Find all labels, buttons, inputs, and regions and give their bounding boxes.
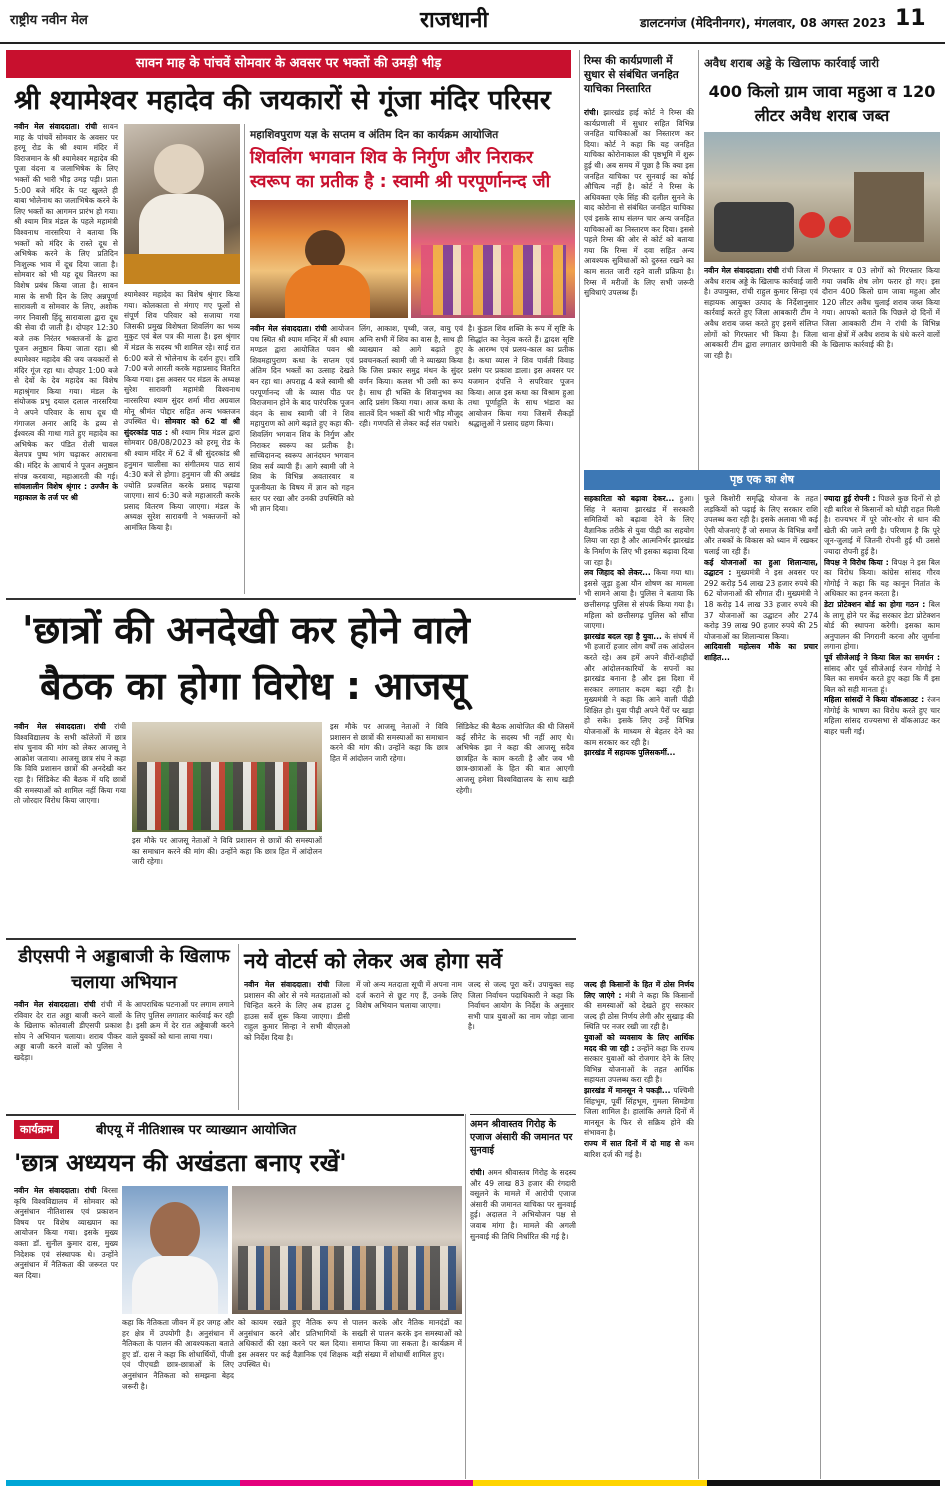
shesh-subhead: महिला सांसदों ने किया वॉकआउट : [824, 695, 925, 705]
story5-dateline: नवीन मेल संवाददाता। रांची [14, 722, 106, 731]
story7-col1 [244, 980, 350, 1110]
shesh-col3 [824, 494, 940, 1479]
story2-col2: लिंग, आकाश, पृथ्वी, जल, वायु एवं अग्नि सभी में शिव का वास है, साथ ही व्याख्यान को आगे बढ़ाते हुए प्रवचनकर्ता स्वामी जी ने व्याख्या किया कि जिस प्रकार समुद्र मंथन के सुंदर वर्णन किया। कलश भी उसी का रूप है। साथ ही भक्ति के शिवानुभव का आदि प्रसंग किया गया। आज कथा के सातवें दिन भक्तों की भारी भीड़ मौजूद रही। गणपति से लेकर कई संत पधारे। [359, 324, 463, 429]
shesh-title: पृष्ठ एक का शेष [584, 470, 940, 490]
shesh-subhead: राज्य में सात दिनों में दो माह से [584, 1138, 680, 1148]
column-divider [698, 494, 699, 1479]
story1-col2-text: श्यामेश्वर महादेव का विशेष श्रृंगार किया गया। कोलकाता से मंगाए गए फूलों से संपूर्ण शिव परिवार को सजाया गया जिसकी प्रमुख विशेषता शिवलिंग का भव्य मुकुट एवं बेल पत्र की माला है। इस श्रृंगार में मंडल के सदस्य भी शामिल रहे। साई रात 6:00 बजे से भोलेनाथ के दर्शन हुए। रात्रि 7:00 बजे आरती करके महाप्रसाद वितरित किया गया। इस अवसर पर मंडल के अध्यक्ष सुरेश सारावगी महामंत्री विश्वनाथ नारसरिया श्याम सुंदर शर्मा मीरा अग्रवाल मोनू श्रीमंत पोद्दार सहित अन्य भक्तजन उपस्थित थे। [124, 290, 240, 427]
photo-swami-head [305, 230, 345, 270]
shesh-subhead: झारखंड में मानसून ने पकड़ी... [584, 1085, 671, 1095]
story3-body-text: झारखंड हाई कोर्ट ने रिम्स की कार्यप्रणाली में सुधार सहित विभिन्न जनहित याचिकाओं का निस्तारण कर दिया। कोर्ट ने कहा कि यह जनहित याचिका कोरोनाकाल की पृष्ठभूमि में शुरू हुई थी। अब समय में पूछा है कि क्या इस जनहित याचिका पर सुनवाई का कोई औचित्य नहीं है। कोर्ट ने रिम्स के अधिवक्ता एके सिंह की दलील सुनने के बाद कोरोना से संबंधित जनहित याचिका एवं इसके साथ संलग्न चार अन्य जनहित याचिकाओं का निस्तारण कर दिया। इससे पहले रिम्स की ओर से कोर्ट को बताया गया कि रिम्स में दवा सहित अन्य आवश्यक सुविधाओं को दुरुस्त रखने का काम सतत जारी रहने वाली प्रक्रिया है। रिम्स में मरीजों के लिए सभी जरूरी सुविधाएं उपलब्ध हैं। [584, 108, 694, 298]
story9-dateline: नवीन मेल संवाददाता। रांची [14, 1186, 97, 1195]
story9-col3: को कायम रखते हुए नैतिक रूप से अनुसंधान करने और प्रतिभागियों के अधिकारों की रक्षा करने पर बल दिया। इस अवसर पर कई वैज्ञानिक एवं शिक्षक उपस्थित थे। [238, 1318, 348, 1370]
story4-kicker: अवैध शराब अड्डे के खिलाफ कार्रवाई जारी [704, 56, 879, 70]
section-rule [6, 598, 576, 600]
page-number: 11 [895, 6, 926, 31]
story5-col1 [14, 722, 126, 932]
shesh-col3d-text: सांसद और पूर्व सीजेआई रंजन गोगोई ने बिल का समर्थन करते हुए कहा कि मैं इस बिल को सही मानता हूं। [824, 663, 940, 694]
story9-col1 [14, 1186, 118, 1466]
shesh-text: मंत्री ने कहा कि किसानों की समस्याओं को देखते हुए सरकार जल्द ही ठोस निर्णय लेगी और सुखाड़ की स्थिति पर नजर रखी जा रही है। [584, 990, 694, 1032]
photo-seated-audience [238, 1246, 456, 1310]
story8-dateline: रांची। [470, 1168, 485, 1177]
shesh-text: पश्चिमी सिंहभूम, पूर्वी सिंहभूम, गुमला सिमडेगा जिला शामिल है। हालांकि अगले दिनों में मानसून के फिर से सक्रिय होने की संभावना है। [584, 1085, 694, 1138]
story2-photo-devotees [411, 200, 575, 318]
story5-col2: इस मौके पर आजसू नेताओं ने विवि प्रशासन से छात्रों की समस्याओं का समाधान करने की मांग की। उन्होंने कहा कि छात्र हित में आंदोलन जारी रहेगा। [132, 836, 322, 867]
top-banner: सावन माह के पांचवें सोमवार के अवसर पर भक्तों की उमड़ी भीड़ [6, 50, 571, 78]
shesh-col1b-text: किया गया था। इससे जुड़ा हुआ यौन शोषण का मामला भी सामने आया है। पुलिस ने बताया कि छत्तीसगढ़ पुलिस से संपर्क किया गया है। महिला को छत्तीसगढ़ पुलिस को सौंपा जाएगा। [584, 568, 694, 631]
story3-body [584, 108, 694, 468]
registration-swatch [707, 1480, 941, 1486]
section-rule [470, 1114, 576, 1115]
story1-col1-end: सांवलालीन विशेष श्रृंगार : उज्जैन के महाकाल के तर्ज पर श्री [14, 482, 118, 502]
newspaper-logo: राष्ट्रीय नवीन मेल [10, 13, 88, 28]
story2-kicker: महाशिवपुराण यज्ञ के सप्तम व अंतिम दिन का कार्यक्रम आयोजित [250, 129, 499, 141]
story6-col1-text: रांची में रविवार देर रात अड्डा बाजी करने वालों के खिलाफ कोतवाली डीएसपी प्रकाश सोय ने अभियान चलाया। शराब पीकर अड्डा बाजी करने वालों को पुलिस ने खदेड़ा। [14, 1000, 122, 1062]
story5-photo-protest [132, 722, 322, 832]
column-divider [579, 50, 580, 595]
story2-col3: है। कुंडल शिव शक्ति के रूप में सृष्टि के सिद्धांत का नेतृत्व करते हैं। द्वादश सृष्टि के आरम्भ एवं प्रलय-काल का प्रतीक है। कथा व्यास ने शिव पार्वती विवाह प्रसंग पर प्रकाश डाला। इस अवसर पर यजमान दंपत्ति ने सपरिवार पूजन किया। आज इस कथा का विश्राम हुआ तथा पूर्णाहुति के साथ भंडारा का आयोजन किया गया जिसमें सैकड़ों श्रद्धालुओं ने प्रसाद ग्रहण किया। [468, 324, 574, 429]
story4-col1-text: रांची जिला में अवैध शराब अड्डे के खिलाफ कार्रवाई जारी है। उपायुक्त, रांची राहुल कुमार सिन्हा एवं सहायक आयुक्त उत्पाद के निर्देशानुसार कार्रवाई करते हुए जिला आबकारी टीम ने अवैध शराब जब्त करते हुए इसमें संलिप्त लोगों को गिरफ्तार भी किया है। जिला आबकारी टीम द्वारा लगातार छापेमारी की जा रही है। [704, 266, 818, 360]
shesh-col1c-text: के संघर्ष में भी हजारों हजार लोग वर्षों तक आंदोलन करते रहे। अब हमें अपने वीरों-शहीदों और आंदोलनकारियों के सपनों का झारखंड बनाना है और इस दिशा में सरकार लगातार कदम बढ़ा रही है। मुख्यमंत्री ने कहा कि आने वाली पीढ़ी शिक्षित हो। युवा पीढ़ी अपने पैरों पर खड़ा हो सके। इसके लिए उन्हें विभिन्न योजनाओं के माध्यम से बेहतर देने का काम सरकार कर रही है। [584, 631, 694, 747]
registration-swatch [473, 1480, 707, 1486]
shesh-col3-text: पिछले कुछ दिनों से हो रही बारिश से किसानों को थोड़ी राहत मिली है। राज्यभर में पूरे जोर-शोर से धान की खेती की जाने लगी है। परिणाम है कि पूरे जून-जुलाई में जितनी रोपनी हुई थी उससे ज्यादा रोपनी हुई है। [824, 494, 940, 556]
story9-kicker: बीएयू में नीतिशास्त्र पर व्याख्यान आयोजित [96, 1123, 297, 1138]
story4-col2: गिरफ्तार व 03 लोगों को गिरफ्तार किया गया जबकि शेष लोग फरार हो गए। इस दौरान 400 किलो ग्राम जावा महुआ और 120 लीटर अवैध चुलाई शराब जब्त किया गया। आपको बताते कि पिछले दो दिनों में जिला आबकारी टीम ने रांची के विभिन्न थाना क्षेत्रों में अवैध शराब के धंधे करने वालों के खिलाफ कार्रवाई की है। [822, 266, 940, 350]
story3-dateline: रांची। [584, 108, 599, 117]
shesh-col2b-text: मुख्यमंत्री ने इस अवसर पर 292 करोड़ 54 लाख 23 हजार रुपये की 62 योजनाओं की सौगात दी। मुख्यमंत्री ने 18 करोड़ 14 लाख 33 हजार रुपये की 37 योजनाओं का उद्घाटन और 274 करोड़ 39 लाख 90 हजार रुपये की 25 योजनाओं का शिलान्यास किया। [704, 568, 818, 641]
photo-crowd [421, 245, 566, 315]
shesh-subhead: डेटा प्रोटेक्शन बोर्ड का होगा गठन : [824, 599, 926, 609]
shesh-col3e-text: रंजन गोगोई के भाषण का विरोध करते हुए चार महिला सांसद राज्यसभा से वॉकआउट कर बाहर चली गईं। [824, 695, 940, 737]
story1-dateline: नवीन मेल संवाददाता। रांची [14, 122, 98, 131]
story2-photo-swami [250, 200, 408, 318]
shesh-subhead: झारखंड बदल रहा है युवा... [584, 631, 662, 641]
story9-headline: 'छात्र अध्ययन की अखंडता बनाए रखें' [14, 1149, 347, 1177]
shesh-text: कम बारिश दर्ज की गई है। [584, 1138, 694, 1159]
story4-dateline: नवीन मेल संवाददाता। रांची [704, 266, 779, 275]
shesh-subhead: पूर्व सीजेआई ने किया बिल का समर्थन : [824, 652, 940, 662]
registration-swatch [6, 1480, 240, 1486]
shesh-subhead: लव जिहाद को लेकर... [584, 568, 651, 578]
story8-headline: अमन श्रीवास्तव गिरोह के एजाज अंसारी की जमानत पर सुनवाई [470, 1119, 573, 1156]
photo-speaker-shirt [132, 1256, 218, 1314]
section-rule [6, 938, 576, 940]
print-registration-strip [6, 1480, 940, 1486]
story8-body-text: अमन श्रीवास्तव गिरोह के सदस्य और 49 लाख 83 हजार की रंगदारी वसूलने के मामले में आरोपी एजाज अंसारी की जमानत याचिका पर सुनवाई हुई। अदालत ने अभियोजन पक्ष से जवाब मांगा है। मामले की अगली सुनवाई की तिथि निर्धारित की गई है। [470, 1168, 576, 1241]
photo-speaker-face [150, 1202, 200, 1260]
column-divider [465, 1114, 466, 1479]
shesh-subhead: आदिवासी महोत्सव मौके का प्रचार शाहित... [704, 642, 818, 662]
story2-dateline: नवीन मेल संवाददाता। रांची [250, 324, 327, 333]
story4-col1 [704, 266, 818, 466]
story2-col1 [250, 324, 354, 594]
section-rule [6, 1114, 464, 1116]
photo-drum [829, 216, 851, 238]
story5-col2b: इस मौके पर आजसू नेताओं ने विवि प्रशासन से छात्रों की समस्याओं का समाधान करने की मांग की। उन्होंने कहा कि छात्र हित में आंदोलन जारी रहेगा। [330, 722, 448, 763]
photo-swami-robe [285, 265, 370, 318]
shesh-text: उन्होंने कहा कि राज्य सरकार युवाओं को रोजगार देने के लिए विभिन्न योजनाओं के तहत आर्थिक सहायता उपलब्ध करा रही है। [584, 1043, 694, 1085]
story9-tag: कार्यक्रम [14, 1120, 59, 1139]
photo-officers [854, 172, 924, 242]
story7-col1-text: जिला प्रशासन की ओर से नये मतदाताओं को चिन्हित करने के लिए अब हाउस टू हाउस सर्वे शुरू किया जाएगा। डीसी राहुल कुमार सिन्हा ने सभी बीएलओ को निर्देश दिया है। [244, 980, 350, 1042]
story9-col4: पालन करके और नैतिक मानदंडों का सख्ती से पालन करके इन समस्याओं को समाप्त किया जा सकता है। कार्यक्रम में बड़ी संख्या में शोधार्थी शामिल हुए। [352, 1318, 462, 1359]
story5-headline-line2: बैठक का होगा विरोध : आजसू [40, 664, 468, 708]
story6-dateline: नवीन मेल संवाददाता। रांची [14, 1000, 96, 1009]
column-divider [244, 124, 245, 594]
shesh-subhead: विपक्ष ने विरोध किया : [824, 557, 889, 567]
shesh-subhead: झारखंड में सहायक पुलिसकर्मी... [584, 748, 676, 758]
masthead [0, 0, 945, 44]
story1-col2-subhead: सोमवार को 62 वां श्री सुंदरकांड पाठ : [124, 417, 240, 437]
story2-col1-text: आयोजन पथ स्थित श्री श्याम मन्दिर में श्री श्याम मण्डल द्वारा आयोजित पवन श्री शिवमहापुराण कथा के सप्तम एवं अंतिम दिन भक्तों का उत्साह देखते बन रहा था। अपराह्न 4 बजे स्वामी श्री परपूर्णानन्द जी के व्यास पीठ पर विराजमान होने के बाद पारंपरिक पूजन वंदन के साथ स्वामी जी ने शिव महापुराण को आगे बढ़ाते हुए कहा की- शिवलिंग भगवान शिव के निर्गुण और निराकर स्वरूप का प्रतीक है। सच्चिदानन्द स्वरूप आनंदघन भगवान शिव सर्व व्यापी हैं। आगे स्वामी जी ने शिव के विभिन्न अवतारवार व पूजनीयता के विषय में ज्ञान को गहन स्तर पर रखा और उनकी उपस्थिति को भी ज्ञान दिया। [250, 324, 354, 514]
shesh-col1-text: हुआ। सिंह ने बताया झारखंड में सरकारी समितियों को बढ़ावा देने के लिए वैज्ञानिक तरीके से युवा पीढ़ी का सहयोग लिया जा रहा है और आत्मनिर्भर झारखंड के निर्माण के लिए भी इसका बढ़ावा दिया जा रहा है। [584, 494, 694, 567]
photo-drum [799, 212, 825, 238]
story7-col2: में जो अन्य मतदाता सूची में अपना नाम दर्ज कराने से छूट गए हैं, उनके लिए विशेष अभियान चलाया जाएगा। [356, 980, 462, 1011]
photo-offering-plate [124, 254, 240, 284]
shesh-col1-bottom [584, 980, 694, 1480]
shesh-subhead: जल्द ही किसानों के हित में ठोस निर्णय लिए जाएंगे : [584, 980, 694, 1000]
story6-headline: डीएसपी ने अड्डाबाजी के खिलाफ चलाया अभियान [18, 946, 230, 993]
shesh-subhead: ज्यादा हुई रोपनी : [824, 494, 876, 503]
shesh-col2-text: फूले किशोरी समृद्धि योजना के तहत लड़कियों को पढ़ाई के लिए सरकार राशि उपलब्ध करा रही है। इसके अलावा भी कई ऐसी योजनाएं हैं जो समाज के विभिन्न वर्गों और तबकों के विकास को ध्यान में रखकर चलाई जा रही हैं। [704, 494, 818, 556]
story5-col3: सिंडिकेट की बैठक आयोजित की थी जिसमें कई सीनेट के सदस्य भी नहीं आए थे। अभिषेक झा ने कहा की आजसू सदैव छात्रहित के काम करती है और जब भी छात्र-छात्राओं के हित की बात आएगी आजसू हमेशा विश्वविद्यालय के साथ खड़ी रहेगी। [456, 722, 574, 795]
issue-date: डालटनगंज (मेदिनीनगर), मंगलवार, 08 अगस्त 2023 [640, 16, 887, 30]
story8-body [470, 1168, 576, 1478]
shesh-col1 [584, 494, 694, 974]
story3-headline: रिम्स की कार्यप्रणाली में सुधार से संबंधित जनहित याचिका निस्तारित [584, 55, 679, 95]
column-divider [698, 50, 699, 470]
story6-col1 [14, 1000, 122, 1110]
shesh-col3c-text: बिल के लागू होने पर केंद्र सरकार डेटा प्रोटेक्शन बोर्ड की स्थापना करेगी। इसका काम अनुपालन की निगरानी करना और जुर्माना लगाना होगा। [824, 599, 940, 652]
registration-swatch [240, 1480, 474, 1486]
story4-headline: 400 किलो ग्राम जावा महुआ व 120 लीटर अवैध शराब जब्त [708, 82, 936, 125]
shesh-subhead: कई योजनाओं का हुआ शिलान्यास, उद्घाटन : [704, 557, 818, 578]
photo-students [137, 762, 317, 830]
story2-headline: शिवलिंग भगवान शिव के निर्गुण और निराकर स्वरूप का प्रतीक है : स्वामी श्री परपूर्णानन्द जी [250, 148, 551, 192]
story9-col2: कहा कि नैतिकता जीवन में हर जगह और हर क्षेत्र में उपयोगी है। अनुसंधान में नैतिकता के पालन की आवश्यकता बताते हुए डॉ. दास ने कहा कि शोधार्थियों, पीजी एवं पीएचडी छात्र-छात्राओं के लिए अनुसंधान नैतिकता को समझना बेहद जरूरी है। [122, 1318, 234, 1391]
column-divider [238, 944, 239, 1110]
story6-col2: के आपराधिक घटनाओं पर लगाम लगाने के लिए पुलिस लगातार कार्रवाई कर रही है। इसी क्रम में देर रात अड्डेबाजी करने वाले युवकों को थाना लाया गया। [126, 1000, 234, 1041]
story4-photo-seizure [704, 132, 940, 262]
story1-col2 [124, 290, 240, 592]
story1-col1 [14, 122, 118, 592]
story9-col1-text: बिरसा कृषि विश्वविद्यालय में सोमवार को अनुसंधान नीतिशास्त्र एवं प्रकाशन विषय पर विशेष व्याख्यान का आयोजन किया गया। इसके मुख्य वक्ता डॉ. सुनील कुमार दास, मुख्य निदेशक एवं संस्थापक थे। उन्होंने अनुसंधान में नैतिकता की जरूरत पर बल दिया। [14, 1186, 118, 1280]
shesh-subhead: युवाओं को व्यवसाय के लिए आर्थिक मदद की जा रही : [584, 1032, 694, 1053]
story1-col1-text: सावन माह के पांचवें सोमवार के अवसर पर हरमू रोड के श्री श्याम मंदिर में विराजमान के श्री श्यामेश्वर महादेव की पूजा वंदना व जलाभिषेक के लिए भक्तों की भारी भीड़ उमड़ पड़ी। प्रातः 5:00 बजे मंदिर के पट खुलते ही बाबा भोलेनाथ का जलाभिषेक करने के लिए भक्तों का आगमन प्रारंभ हो गया। श्री श्याम मित्र मंडल के पहले महामंत्री विश्वनाथ नारसरिया ने बताया कि भक्तों को मंदिर के रास्ते दूध से अभिषेक करने के लिए प्रतिदिन निःशुल्क भाव में दूध दिया जाता है। सोमवार को भी यह दूध वितरण का विशेष प्रबंध किया जाता है। सावन मास के सभी दिन के लिए अन्नपूर्णा सारावली व सोमवार के लिए, अशोक नगर निवासी हिंदू सारावाला द्वारा दूध की सेवा दी जाती है। दोपहर 12:30 बजे तक निरंतर भक्तजनों के द्वारा पूजन अनुष्ठान किया जाता रहा। श्री श्यामेश्वर महादेव की जय जयकारों से मंदिर गूंज रहा था। दोपहर 1:00 बजे से देवों के देव महादेव का विशेष महाश्रृंगार किया गया। मंडल के संयोजक प्रभु दयाल दलाल नारसरिया ने अपने परिवार के साथ दूध घी गंगाजल अनार आदि के द्रव्य से ईश्वरत्व की गाथा गाते हुए महादेव का अभिषेक कर पंडित रोली चावल बेलपत्र पुष्प भांग चढ़ाकर आराधना की। मंदिर के आचार्य ने पूजन अनुष्ठान संपन्न करवाया, महाआरती की गई। [14, 122, 118, 481]
section-title: राजधानी [420, 8, 489, 33]
shesh-col2 [704, 494, 818, 1479]
story7-headline: नये वोटर्स को लेकर अब होगा सर्वे [244, 949, 502, 973]
story1-headline: श्री श्यामेश्वर महादेव की जयकारों से गूंजा मंदिर परिसर [14, 85, 551, 116]
story5-headline-line1: 'छात्रों की अनदेखी कर होने वाले [22, 608, 470, 652]
story1-col2b-text: श्री श्याम मित्र मंडल द्वारा सोमवार 08/08/2023 को हरमू रोड के श्री श्याम मंदिर में 62 वें श्री सुंदरकांड श्री हनुमान चालीसा का संगीतमय पाठ सायं 4:30 बजे से होगा। हनुमान जी की अखंड ज्योति प्रज्वलित करके प्रसाद चढ़ाया जाएगा। सायं 6:30 बजे महाआरती करके प्रसाद वितरण किया जाएगा। मंडल के अध्यक्ष सुरेश सारावगी ने भक्तजनों को आमंत्रित किया है। [124, 427, 240, 533]
story1-photo-priest [124, 124, 240, 284]
story7-col3: जल्द से जल्द पूरा करें। उपायुक्त सह जिला निर्वाचन पदाधिकारी ने कहा कि निर्वाचन आयोग के निर्देश के अनुसार सभी पात्र युवाओं का नाम जोड़ा जाना है। [468, 980, 574, 1032]
shesh-col3b-text: विपक्ष ने इस बिल का विरोध किया। कांग्रेस सांसद गौरव गोगोई ने कहा कि यह कानून नितांत के अधिकार का हनन करता है। [824, 557, 940, 599]
photo-figure-head [154, 144, 204, 194]
shesh-subhead: सहकारिता को बढ़ावा देकर... [584, 494, 675, 503]
story9-photo-audience [232, 1186, 462, 1314]
column-divider [820, 494, 821, 1479]
story7-dateline: नवीन मेल संवाददाता। रांची [244, 980, 330, 989]
story5-col1-text: रांची विश्वविद्यालय के सभी कॉलेजों में छात्र संघ चुनाव की मांग को लेकर आजसू ने आक्रोश जताया। आजसू छात्र संघ ने कहा कि विवि प्रशासन छात्रों की अनदेखी कर रहा है। सिंडिकेट की बैठक में यदि छात्रों की समस्याओं को शामिल नहीं किया गया तो जोरदार विरोध किया जाएगा। [14, 722, 126, 806]
story9-photo-speaker [122, 1186, 228, 1314]
photo-motorbike [714, 202, 794, 252]
